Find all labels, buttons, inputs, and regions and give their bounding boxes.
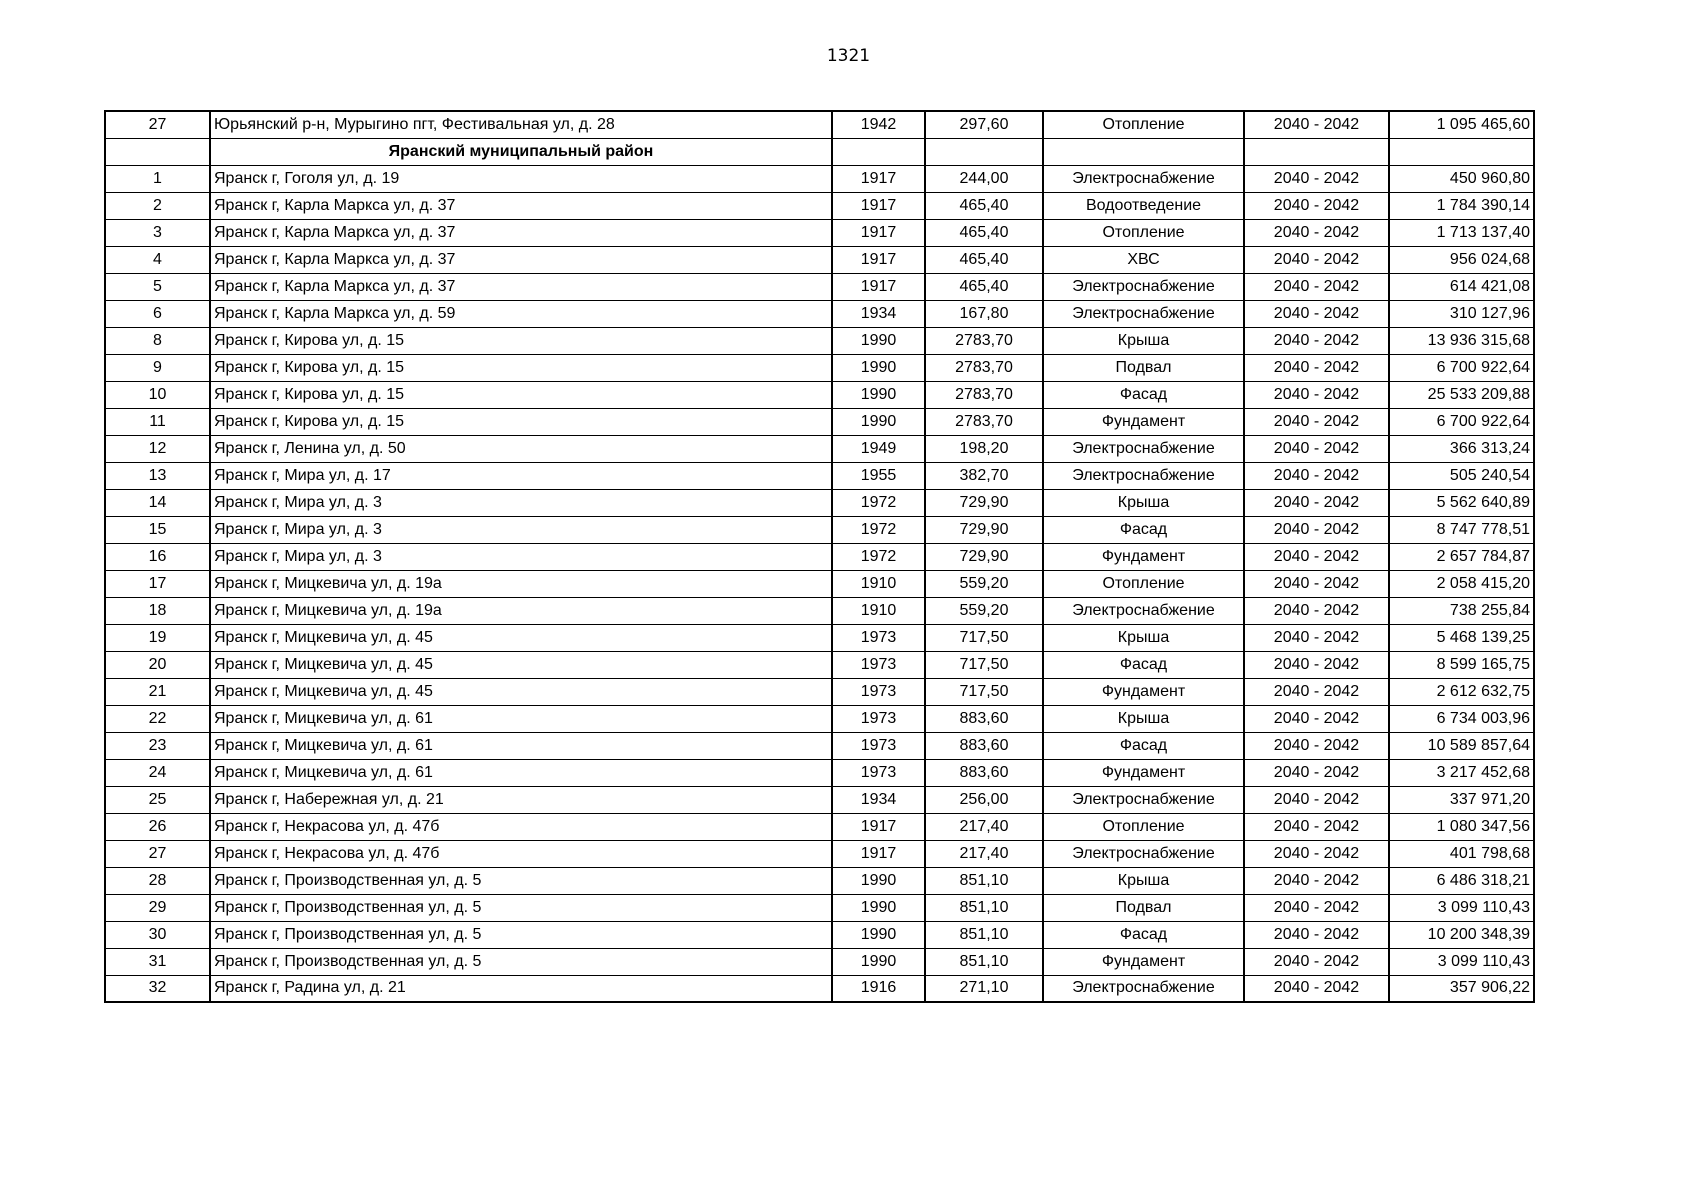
cell-address: Яранск г, Мицкевича ул, д. 19а: [210, 597, 832, 624]
cell-area: 851,10: [925, 867, 1043, 894]
table-row: [105, 219, 1534, 246]
table-row: [105, 651, 1534, 678]
cell-year: 1910: [832, 570, 925, 597]
cell-work-type: Отопление: [1043, 219, 1244, 246]
cell-area: 717,50: [925, 624, 1043, 651]
cell-cost: 8 747 778,51: [1389, 516, 1534, 543]
cell-address: Яранск г, Мира ул, д. 3: [210, 543, 832, 570]
cell-number: 5: [105, 273, 210, 300]
cell-address: Яранск г, Производственная ул, д. 5: [210, 894, 832, 921]
cell-work-type: Электроснабжение: [1043, 975, 1244, 1002]
table-row: [105, 435, 1534, 462]
cell-work-type: Подвал: [1043, 894, 1244, 921]
table-row: [105, 840, 1534, 867]
cell-address: Яранск г, Карла Маркса ул, д. 59: [210, 300, 832, 327]
cell-period: 2040 - 2042: [1244, 489, 1389, 516]
table-row: [105, 273, 1534, 300]
cell-year: 1973: [832, 651, 925, 678]
cell-address: Яранск г, Мира ул, д. 3: [210, 516, 832, 543]
table-row: [105, 381, 1534, 408]
cell-year: 1972: [832, 543, 925, 570]
cell-area: 244,00: [925, 165, 1043, 192]
cell-area: 2783,70: [925, 327, 1043, 354]
cell-period: 2040 - 2042: [1244, 462, 1389, 489]
table-row: [105, 192, 1534, 219]
cell-area: 559,20: [925, 597, 1043, 624]
cell-cost: 6 734 003,96: [1389, 705, 1534, 732]
cell-period: 2040 - 2042: [1244, 246, 1389, 273]
section-title: Яранский муниципальный район: [210, 138, 832, 165]
cell-year: 1990: [832, 921, 925, 948]
cell-year: 1917: [832, 192, 925, 219]
cell-work-type: Фундамент: [1043, 408, 1244, 435]
cell-year: 1949: [832, 435, 925, 462]
cell-period: 2040 - 2042: [1244, 543, 1389, 570]
cell-year: 1916: [832, 975, 925, 1002]
cell-cost: 614 421,08: [1389, 273, 1534, 300]
cell-cost: 25 533 209,88: [1389, 381, 1534, 408]
cell-area: 851,10: [925, 948, 1043, 975]
table-row: [105, 759, 1534, 786]
cell-cost: 738 255,84: [1389, 597, 1534, 624]
cell-work-type: Электроснабжение: [1043, 840, 1244, 867]
cell-area: 2783,70: [925, 408, 1043, 435]
cell-cost: 357 906,22: [1389, 975, 1534, 1002]
table-row: [105, 894, 1534, 921]
cell-number: 2: [105, 192, 210, 219]
cell-year: 1973: [832, 705, 925, 732]
table-row: [105, 327, 1534, 354]
cell-period: 2040 - 2042: [1244, 813, 1389, 840]
cell-address: Яранск г, Кирова ул, д. 15: [210, 381, 832, 408]
cell-work-type: Отопление: [1043, 111, 1244, 138]
cell-number: 24: [105, 759, 210, 786]
cell-period: 2040 - 2042: [1244, 786, 1389, 813]
cell-work-type: Фундамент: [1043, 678, 1244, 705]
cell-area: 297,60: [925, 111, 1043, 138]
table-row: [105, 516, 1534, 543]
cell-period: 2040 - 2042: [1244, 219, 1389, 246]
cell-year: 1917: [832, 813, 925, 840]
cell-work-type: ХВС: [1043, 246, 1244, 273]
cell-cost: 337 971,20: [1389, 786, 1534, 813]
cell-number: 9: [105, 354, 210, 381]
cell-area: [925, 138, 1043, 165]
table-row: [105, 678, 1534, 705]
cell-cost: 5 468 139,25: [1389, 624, 1534, 651]
cell-year: 1973: [832, 678, 925, 705]
cell-area: 217,40: [925, 813, 1043, 840]
repair-schedule-table-container: [104, 110, 1535, 1003]
cell-number: 21: [105, 678, 210, 705]
cell-work-type: Фундамент: [1043, 543, 1244, 570]
cell-period: 2040 - 2042: [1244, 732, 1389, 759]
cell-number: [105, 138, 210, 165]
cell-area: 559,20: [925, 570, 1043, 597]
cell-work-type: Фундамент: [1043, 759, 1244, 786]
cell-year: 1917: [832, 246, 925, 273]
cell-number: 18: [105, 597, 210, 624]
cell-period: 2040 - 2042: [1244, 921, 1389, 948]
cell-number: 1: [105, 165, 210, 192]
cell-number: 32: [105, 975, 210, 1002]
cell-number: 19: [105, 624, 210, 651]
cell-number: 22: [105, 705, 210, 732]
table-row: [105, 354, 1534, 381]
cell-work-type: [1043, 138, 1244, 165]
cell-cost: 2 612 632,75: [1389, 678, 1534, 705]
repair-schedule-table: [104, 110, 1535, 1003]
cell-period: 2040 - 2042: [1244, 759, 1389, 786]
cell-cost: 366 313,24: [1389, 435, 1534, 462]
cell-area: 729,90: [925, 516, 1043, 543]
cell-cost: 10 589 857,64: [1389, 732, 1534, 759]
cell-period: 2040 - 2042: [1244, 948, 1389, 975]
cell-period: 2040 - 2042: [1244, 300, 1389, 327]
cell-work-type: Фундамент: [1043, 948, 1244, 975]
cell-work-type: Электроснабжение: [1043, 435, 1244, 462]
cell-cost: [1389, 138, 1534, 165]
table-row: [105, 111, 1534, 138]
table-row: [105, 732, 1534, 759]
cell-address: Яранск г, Радина ул, д. 21: [210, 975, 832, 1002]
cell-address: Яранск г, Мицкевича ул, д. 45: [210, 678, 832, 705]
cell-address: Яранск г, Карла Маркса ул, д. 37: [210, 192, 832, 219]
cell-address: Яранск г, Мицкевича ул, д. 45: [210, 624, 832, 651]
cell-number: 6: [105, 300, 210, 327]
cell-area: 465,40: [925, 246, 1043, 273]
table-row: [105, 705, 1534, 732]
cell-area: 883,60: [925, 732, 1043, 759]
cell-number: 10: [105, 381, 210, 408]
table-row: [105, 948, 1534, 975]
cell-year: 1972: [832, 489, 925, 516]
cell-period: 2040 - 2042: [1244, 705, 1389, 732]
cell-cost: 10 200 348,39: [1389, 921, 1534, 948]
cell-year: 1917: [832, 219, 925, 246]
cell-number: 8: [105, 327, 210, 354]
table-row: [105, 408, 1534, 435]
cell-work-type: Электроснабжение: [1043, 597, 1244, 624]
cell-number: 26: [105, 813, 210, 840]
cell-year: 1990: [832, 408, 925, 435]
cell-number: 20: [105, 651, 210, 678]
cell-cost: 450 960,80: [1389, 165, 1534, 192]
cell-work-type: Крыша: [1043, 624, 1244, 651]
cell-area: 465,40: [925, 273, 1043, 300]
table-row: [105, 597, 1534, 624]
cell-address: Яранск г, Производственная ул, д. 5: [210, 867, 832, 894]
cell-cost: 13 936 315,68: [1389, 327, 1534, 354]
cell-year: 1910: [832, 597, 925, 624]
cell-number: 25: [105, 786, 210, 813]
cell-year: 1990: [832, 894, 925, 921]
cell-period: 2040 - 2042: [1244, 381, 1389, 408]
cell-number: 30: [105, 921, 210, 948]
cell-cost: 5 562 640,89: [1389, 489, 1534, 516]
cell-year: 1917: [832, 840, 925, 867]
cell-year: 1955: [832, 462, 925, 489]
cell-cost: 3 217 452,68: [1389, 759, 1534, 786]
table-row: [105, 570, 1534, 597]
cell-year: 1990: [832, 327, 925, 354]
cell-year: 1973: [832, 624, 925, 651]
cell-year: 1990: [832, 867, 925, 894]
cell-work-type: Крыша: [1043, 489, 1244, 516]
cell-work-type: Фасад: [1043, 732, 1244, 759]
table-row: [105, 867, 1534, 894]
cell-period: 2040 - 2042: [1244, 624, 1389, 651]
cell-area: 382,70: [925, 462, 1043, 489]
cell-period: 2040 - 2042: [1244, 111, 1389, 138]
cell-work-type: Подвал: [1043, 354, 1244, 381]
cell-area: 167,80: [925, 300, 1043, 327]
table-row: [105, 975, 1534, 1002]
cell-period: 2040 - 2042: [1244, 894, 1389, 921]
cell-cost: 6 700 922,64: [1389, 354, 1534, 381]
cell-period: 2040 - 2042: [1244, 651, 1389, 678]
cell-area: 883,60: [925, 759, 1043, 786]
cell-work-type: Отопление: [1043, 813, 1244, 840]
cell-area: 256,00: [925, 786, 1043, 813]
table-row: [105, 786, 1534, 813]
cell-address: Яранск г, Ленина ул, д. 50: [210, 435, 832, 462]
cell-year: 1990: [832, 381, 925, 408]
cell-number: 14: [105, 489, 210, 516]
cell-area: 2783,70: [925, 354, 1043, 381]
cell-number: 12: [105, 435, 210, 462]
cell-work-type: Водоотведение: [1043, 192, 1244, 219]
cell-work-type: Фасад: [1043, 516, 1244, 543]
cell-address: Яранск г, Мицкевича ул, д. 61: [210, 732, 832, 759]
table-row: [105, 543, 1534, 570]
cell-work-type: Электроснабжение: [1043, 165, 1244, 192]
cell-cost: 3 099 110,43: [1389, 894, 1534, 921]
cell-work-type: Фасад: [1043, 381, 1244, 408]
cell-number: 15: [105, 516, 210, 543]
cell-address: Яранск г, Некрасова ул, д. 47б: [210, 840, 832, 867]
cell-period: 2040 - 2042: [1244, 516, 1389, 543]
cell-cost: 3 099 110,43: [1389, 948, 1534, 975]
cell-area: 465,40: [925, 192, 1043, 219]
cell-address: Яранск г, Мира ул, д. 17: [210, 462, 832, 489]
table-row: [105, 246, 1534, 273]
cell-work-type: Крыша: [1043, 705, 1244, 732]
cell-work-type: Крыша: [1043, 867, 1244, 894]
cell-address: Юрьянский р-н, Мурыгино пгт, Фестивальная ул, д. 28: [210, 111, 832, 138]
cell-cost: 505 240,54: [1389, 462, 1534, 489]
cell-period: 2040 - 2042: [1244, 435, 1389, 462]
cell-year: 1973: [832, 732, 925, 759]
cell-address: Яранск г, Производственная ул, д. 5: [210, 921, 832, 948]
cell-period: 2040 - 2042: [1244, 408, 1389, 435]
cell-year: 1934: [832, 300, 925, 327]
cell-address: Яранск г, Гоголя ул, д. 19: [210, 165, 832, 192]
cell-address: Яранск г, Кирова ул, д. 15: [210, 408, 832, 435]
cell-period: 2040 - 2042: [1244, 678, 1389, 705]
cell-cost: 2 058 415,20: [1389, 570, 1534, 597]
cell-cost: 1 713 137,40: [1389, 219, 1534, 246]
cell-address: Яранск г, Некрасова ул, д. 47б: [210, 813, 832, 840]
cell-period: 2040 - 2042: [1244, 273, 1389, 300]
cell-year: 1917: [832, 273, 925, 300]
table-row: [105, 462, 1534, 489]
cell-area: 717,50: [925, 651, 1043, 678]
cell-period: 2040 - 2042: [1244, 597, 1389, 624]
cell-area: 271,10: [925, 975, 1043, 1002]
cell-work-type: Электроснабжение: [1043, 462, 1244, 489]
cell-year: [832, 138, 925, 165]
cell-work-type: Отопление: [1043, 570, 1244, 597]
cell-number: 16: [105, 543, 210, 570]
cell-year: 1942: [832, 111, 925, 138]
cell-area: 2783,70: [925, 381, 1043, 408]
cell-cost: 401 798,68: [1389, 840, 1534, 867]
cell-address: Яранск г, Производственная ул, д. 5: [210, 948, 832, 975]
cell-cost: 6 486 318,21: [1389, 867, 1534, 894]
table-body: [105, 111, 1534, 1002]
cell-area: 851,10: [925, 921, 1043, 948]
cell-work-type: Крыша: [1043, 327, 1244, 354]
cell-cost: 8 599 165,75: [1389, 651, 1534, 678]
cell-year: 1972: [832, 516, 925, 543]
cell-cost: 1 080 347,56: [1389, 813, 1534, 840]
section-header-row: [105, 138, 1534, 165]
cell-cost: 1 784 390,14: [1389, 192, 1534, 219]
table-row: [105, 921, 1534, 948]
table-row: [105, 300, 1534, 327]
cell-year: 1990: [832, 948, 925, 975]
cell-address: Яранск г, Кирова ул, д. 15: [210, 327, 832, 354]
cell-period: 2040 - 2042: [1244, 327, 1389, 354]
cell-work-type: Фасад: [1043, 651, 1244, 678]
cell-period: 2040 - 2042: [1244, 192, 1389, 219]
cell-address: Яранск г, Мицкевича ул, д. 61: [210, 705, 832, 732]
cell-area: 729,90: [925, 489, 1043, 516]
cell-address: Яранск г, Мицкевича ул, д. 61: [210, 759, 832, 786]
cell-cost: 1 095 465,60: [1389, 111, 1534, 138]
cell-cost: 6 700 922,64: [1389, 408, 1534, 435]
cell-address: Яранск г, Мицкевича ул, д. 19а: [210, 570, 832, 597]
table-row: [105, 624, 1534, 651]
cell-address: Яранск г, Кирова ул, д. 15: [210, 354, 832, 381]
cell-area: 729,90: [925, 543, 1043, 570]
cell-address: Яранск г, Карла Маркса ул, д. 37: [210, 219, 832, 246]
cell-year: 1917: [832, 165, 925, 192]
cell-period: 2040 - 2042: [1244, 840, 1389, 867]
cell-year: 1973: [832, 759, 925, 786]
cell-area: 883,60: [925, 705, 1043, 732]
cell-number: 31: [105, 948, 210, 975]
cell-address: Яранск г, Мицкевича ул, д. 45: [210, 651, 832, 678]
cell-cost: 310 127,96: [1389, 300, 1534, 327]
cell-area: 465,40: [925, 219, 1043, 246]
cell-period: 2040 - 2042: [1244, 867, 1389, 894]
cell-cost: 2 657 784,87: [1389, 543, 1534, 570]
cell-cost: 956 024,68: [1389, 246, 1534, 273]
cell-year: 1934: [832, 786, 925, 813]
cell-number: 28: [105, 867, 210, 894]
cell-area: 851,10: [925, 894, 1043, 921]
cell-address: Яранск г, Карла Маркса ул, д. 37: [210, 246, 832, 273]
cell-period: 2040 - 2042: [1244, 354, 1389, 381]
cell-area: 217,40: [925, 840, 1043, 867]
cell-period: 2040 - 2042: [1244, 570, 1389, 597]
cell-work-type: Электроснабжение: [1043, 273, 1244, 300]
cell-number: 27: [105, 840, 210, 867]
table-row: [105, 165, 1534, 192]
cell-number: 23: [105, 732, 210, 759]
cell-address: Яранск г, Карла Маркса ул, д. 37: [210, 273, 832, 300]
cell-work-type: Фасад: [1043, 921, 1244, 948]
cell-period: 2040 - 2042: [1244, 165, 1389, 192]
cell-address: Яранск г, Набережная ул, д. 21: [210, 786, 832, 813]
page-number: 1321: [826, 46, 871, 66]
cell-area: 717,50: [925, 678, 1043, 705]
cell-year: 1990: [832, 354, 925, 381]
table-row: [105, 489, 1534, 516]
cell-number: 29: [105, 894, 210, 921]
cell-number: 11: [105, 408, 210, 435]
cell-period: 2040 - 2042: [1244, 975, 1389, 1002]
cell-number: 13: [105, 462, 210, 489]
cell-address: Яранск г, Мира ул, д. 3: [210, 489, 832, 516]
cell-work-type: Электроснабжение: [1043, 300, 1244, 327]
cell-number: 4: [105, 246, 210, 273]
cell-number: 3: [105, 219, 210, 246]
cell-number: 17: [105, 570, 210, 597]
cell-number: 27: [105, 111, 210, 138]
table-row: [105, 813, 1534, 840]
cell-area: 198,20: [925, 435, 1043, 462]
cell-work-type: Электроснабжение: [1043, 786, 1244, 813]
cell-period: [1244, 138, 1389, 165]
